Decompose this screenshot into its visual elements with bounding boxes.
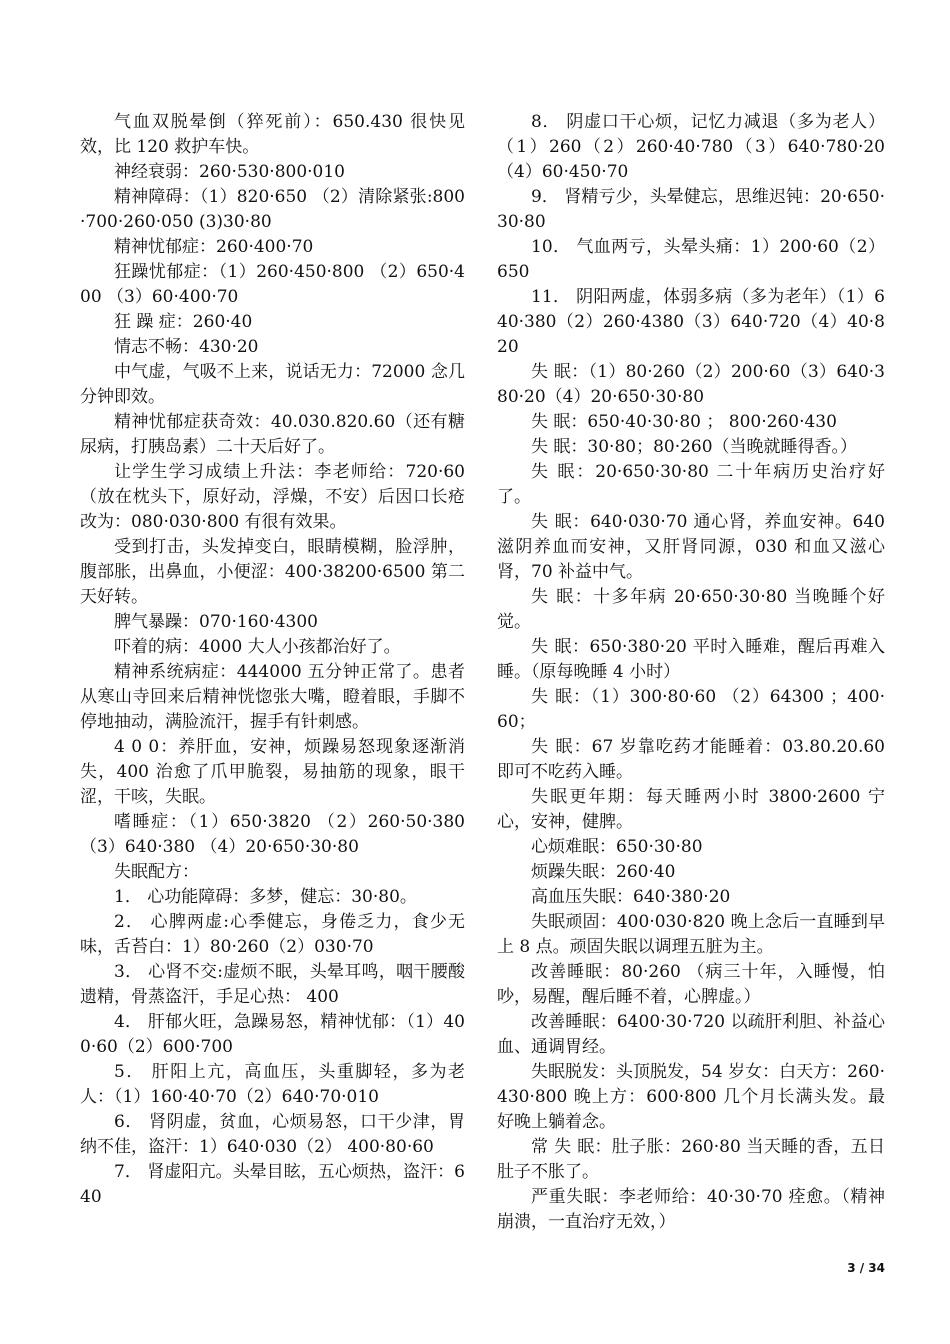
left-column [80, 110, 465, 1210]
paragraph: 失 眠：67 岁靠吃药才能睡着：03.80.20.60 即可不吃药入睡。 [497, 737, 885, 782]
paragraph: 让学生学习成绩上升法：李老师给：720·60（放在枕头下，原好动，浮燥，不安）后因口长疮改为：080·030·800 有很有效果。 [80, 462, 465, 532]
paragraph: 烦躁失眠：260·40 [531, 862, 676, 882]
paragraph: 失 眠：30·80；80·260（当晚就睡得香。） [531, 437, 858, 457]
paragraph: 严重失眠：李老师给：40·30·70 痊愈。（精神崩溃，一直治疗无效，） [497, 1187, 885, 1232]
paragraph: 失 眠：20·650·30·80 二十年病历史治疗好了。 [497, 462, 885, 507]
right-column [497, 110, 885, 1235]
paragraph: 常 失 眠：肚子胀：260·80 当天睡的香，五日肚子不胀了。 [497, 1137, 885, 1182]
paragraph: 高血压失眠：640·380·20 [531, 887, 731, 907]
paragraph: 5． 肝阳上亢，高血压，头重脚轻，多为老人：（1）160·40·70（2）640·70·010 [80, 1062, 465, 1107]
paragraph: 狂躁忧郁症：（1）260·450·800 （2）650·400 （3）60·400·70 [80, 262, 465, 307]
paragraph: 4． 肝郁火旺，急躁易怒，精神忧郁：（1）400·60（2）600·700 [80, 1012, 465, 1057]
paragraph: 6． 肾阴虚，贫血，心烦易怒，口干少津，胃纳不佳，盗汗：1）640·030（2） 400·80·60 [80, 1112, 465, 1157]
paragraph: 精神系统病症：444000 五分钟正常了。患者从寒山寺回来后精神恍惚张大嘴，瞪着眼，手脚不停地抽动，满脸流汗，握手有针刺感。 [80, 662, 465, 732]
paragraph: 嗜睡症：（1）650·3820 （2）260·50·380 （3）640·380 （4）20·650·30·80 [80, 812, 465, 857]
paragraph: 2． 心脾两虚:心季健忘，身倦乏力，食少无味，舌苔白：1）80·260（2）030·70 [80, 912, 465, 957]
paragraph: 9． 肾精亏少，头晕健忘，思维迟钝：20·650·30·80 [497, 187, 885, 232]
paragraph: 失 眠：650·40·30·80 ； 800·260·430 [531, 412, 837, 432]
paragraph: 失 眠：十多年病 20·650·30·80 当晚睡个好觉。 [497, 587, 885, 632]
paragraph: 失 眠：640·030·70 通心肾，养血安神。640 滋阴养血而安神，又肝肾同源，030 和血又滋心肾，70 补益中气。 [497, 512, 885, 582]
paragraph: 8． 阴虚口干心烦，记忆力减退（多为老人）（1）260（2）260·40·780（3）640·780·20（4）60·450·70 [497, 112, 885, 182]
paragraph: 改善睡眠：6400·30·720 以疏肝利胆、补益心血、通调胃经。 [497, 1012, 885, 1057]
paragraph: 失眠配方： [114, 862, 199, 882]
paragraph: 4 0 0：养肝血，安神，烦躁易怒现象逐渐消失，400 治愈了爪甲脆裂，易抽筋的现象，眼干涩，干咳，失眠。 [80, 737, 465, 807]
paragraph: 改善睡眠：80·260 （病三十年，入睡慢，怕吵，易醒，醒后睡不着，心脾虚。） [497, 962, 885, 1007]
paragraph: 精神忧郁症获奇效：40.030.820.60（还有糖尿病，打胰岛素）二十天后好了。 [80, 412, 465, 457]
paragraph: 受到打击，头发掉变白，眼睛模糊，脸浮肿，腹部胀，出鼻血，小便涩：400·38200·6500 第二天好转。 [80, 537, 465, 607]
paragraph: 中气虚，气吸不上来，说话无力：72000 念几分钟即效。 [80, 362, 465, 407]
paragraph: 失眠顽固：400·030·820 晚上念后一直睡到早上 8 点。顽固失眠以调理五脏为主。 [497, 912, 885, 957]
paragraph: 狂 躁 症：260·40 [114, 312, 253, 332]
paragraph: 精神障碍：（1）820·650 （2）清除紧张:800·700·260·050 (3)30·80 [80, 187, 465, 232]
paragraph: 3． 心肾不交:虚烦不眠，头晕耳鸣，咽干腰酸遗精，骨蒸盗汗，手足心热： 400 [80, 962, 465, 1007]
paragraph: 神经衰弱：260·530·800·010 [114, 162, 346, 182]
paragraph: 失 眠：（1）300·80·60 （2）64300 ；400·60； [497, 687, 885, 732]
paragraph: 精神忧郁症：260·400·70 [114, 237, 314, 257]
paragraph: 11． 阴阳两虚，体弱多病（多为老年）（1）640·380（2）260·4380（3）640·720（4）40·820 [497, 287, 885, 357]
paragraph: 失眠更年期：每天睡两小时 3800·2600 宁心，安神，健脾。 [497, 787, 885, 832]
paragraph: 7． 肾虚阳亢。头晕目眩，五心烦热，盗汗：640 [80, 1162, 465, 1207]
paragraph: 失 眠：（1）80·260（2）200·60（3）640·380·20（4）20·650·30·80 [497, 362, 885, 407]
paragraph: 10． 气血两亏，头晕头痛：1）200·60（2）650 [497, 237, 885, 282]
paragraph: 吓着的病：4000 大人小孩都治好了。 [114, 637, 401, 657]
paragraph: 情志不畅：430·20 [114, 337, 259, 357]
paragraph: 心烦难眠：650·30·80 [531, 837, 703, 857]
paragraph: 1． 心功能障碍：多梦，健忘：30·80。 [114, 887, 417, 907]
paragraph: 失眠脱发：头顶脱发，54 岁女：白天方：260·430·800 晚上方：600·800 几个月长满头发。最好晚上躺着念。 [497, 1062, 885, 1132]
paragraph: 失 眠：650·380·20 平时入睡难，醒后再难入睡。（原每晚睡 4 小时） [497, 637, 885, 682]
paragraph: 气血双脱晕倒（猝死前）：650.430 很快见效，比 120 救护车快。 [80, 112, 465, 157]
page-number: 3 / 34 [847, 1261, 885, 1275]
paragraph: 脾气暴躁：070·160·4300 [114, 612, 318, 632]
